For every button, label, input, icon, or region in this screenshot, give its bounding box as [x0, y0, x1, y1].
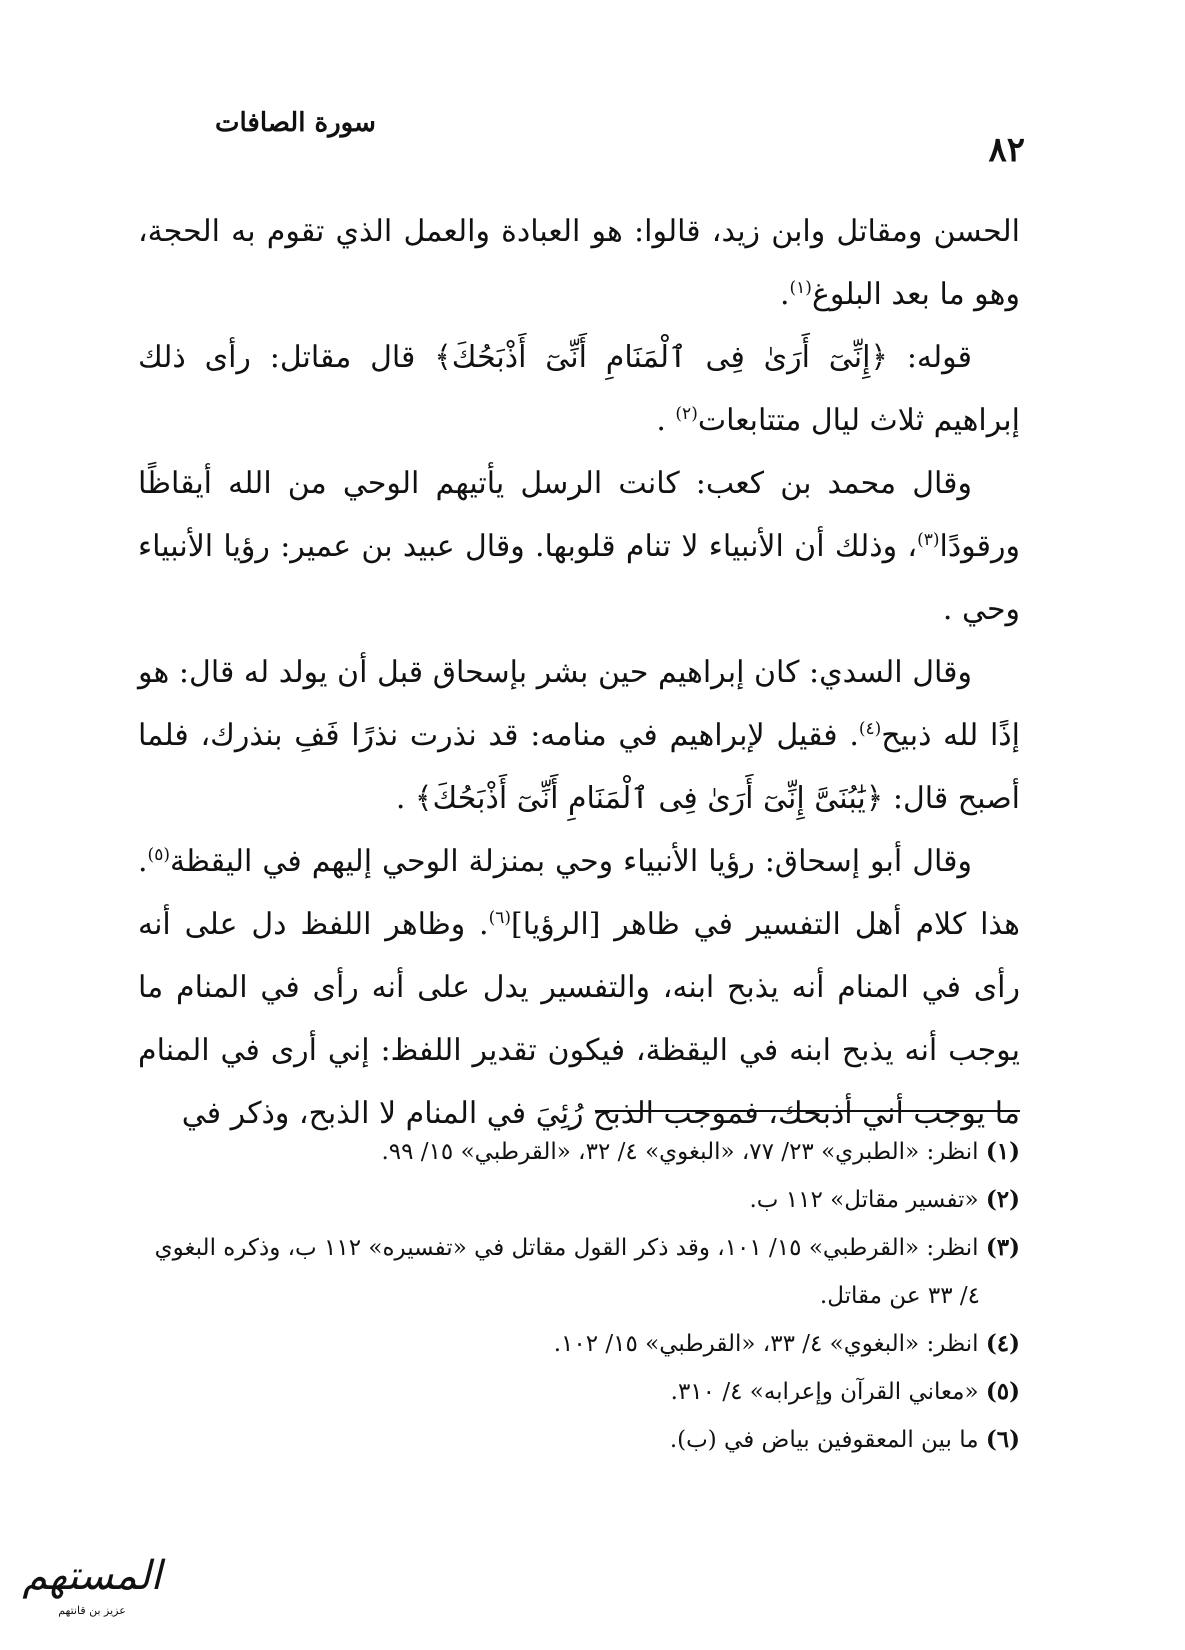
page-number: ٨٢ [988, 130, 1025, 170]
footnote-6 [138, 1416, 1020, 1464]
footnote-number: (٢) [985, 1186, 1020, 1213]
paragraph-text: قوله: [888, 340, 972, 375]
footnote-ref-3: (٣) [917, 530, 940, 550]
footnote-5 [138, 1368, 1020, 1416]
paragraph-1 [138, 200, 1020, 326]
paragraph-text: الحسن ومقاتل وابن زيد، قالوا: هو العبادة والعمل الذي تقوم به الحجة، وهو ما بعد البلوغ [138, 214, 1020, 312]
paragraph-text: قال مقاتل: رأى ذلك إبراهيم ثلاث ليال متتابعات [138, 340, 1020, 438]
footnote-number: (٦) [985, 1426, 1020, 1453]
paragraph-text: وقال السدي: كان إبراهيم حين بشر بإسحاق قبل أن يولد له قال: هو إذًا لله ذبيح [138, 655, 1020, 753]
footnote-3 [138, 1224, 1020, 1320]
watermark-main: المستهم [22, 1553, 162, 1599]
paragraph-5 [138, 830, 1020, 1145]
paragraph-end: . [656, 403, 676, 438]
footnote-text: ما بين المعقوفين بياض في (ب). [669, 1427, 979, 1453]
quran-verse: ﴿يَٰبُنَىَّ إِنِّىٓ أَرَىٰ فِى ٱلْمَنَامِ أَنِّىٓ أَذْبَحُكَ﴾ [414, 781, 884, 816]
footnote-divider [595, 1110, 1020, 1112]
footnote-text: «معاني القرآن وإعرابه» ٤/ ٣١٠. [670, 1379, 979, 1405]
footnote-text: انظر: «البغوي» ٤/ ٣٣، «القرطبي» ١٥/ ١٠٢. [553, 1331, 979, 1357]
paragraph-2 [138, 326, 1020, 452]
surah-title: سورة الصافات [215, 108, 376, 138]
footnote-number: (٤) [985, 1330, 1020, 1357]
paragraph-end: . [395, 781, 415, 816]
paragraph-text: . وظاهر اللفظ دل على أنه رأى في المنام أنه يذبح ابنه، والتفسير يدل على أنه رأى في المنام ما يوجب أنه يذبح ابنه في اليقظة، فيكون تقدير اللفظ: إني أرى في المنام ما يوجب أني أذبحك، فموجب الذبح رُئِيَ في المنام لا الذبح، وذكر في [138, 907, 1020, 1131]
footnotes [138, 1128, 1020, 1464]
footnote-number: (٥) [985, 1378, 1020, 1405]
paragraph-end: . [779, 277, 790, 312]
footnote-ref-2: (٢) [675, 404, 698, 424]
paragraph-text: وقال محمد بن كعب: كانت الرسل يأتيهم الوحي من الله أيقاظًا ورقودًا [138, 466, 1020, 564]
paragraph-3 [138, 452, 1020, 641]
footnote-ref-5: (٥) [147, 845, 170, 865]
footnote-text: انظر: «القرطبي» ١٥/ ١٠١، وقد ذكر القول مقاتل في «تفسيره» ١١٢ ب، وذكره البغوي ٤/ ٣٣ عن مقاتل. [154, 1235, 980, 1309]
footnote-text: «تفسير مقاتل» ١١٢ ب. [749, 1187, 979, 1213]
paragraph-text: ، وذلك أن الأنبياء لا تنام قلوبها. وقال عبيد بن عمير: رؤيا الأنبياء وحي . [138, 529, 1020, 627]
footnote-2 [138, 1176, 1020, 1224]
watermark-logo [22, 1548, 162, 1630]
paragraph-text: . فقيل لإبراهيم في منامه: قد نذرت نذرًا فَفِ بنذرك، فلما أصبح قال: [138, 718, 1020, 816]
footnote-ref-4: (٤) [858, 719, 882, 739]
page-header [200, 100, 1025, 170]
paragraph-text: وقال أبو إسحاق: رؤيا الأنبياء وحي بمنزلة الوحي إليهم في اليقظة [169, 844, 972, 879]
paragraph-4 [138, 641, 1020, 830]
footnote-ref-6: (٦) [488, 908, 512, 928]
paragraph-text: . هذا كلام أهل التفسير في ظاهر [الرؤيا] [138, 844, 1020, 942]
footnote-number: (١) [985, 1138, 1020, 1165]
quran-verse: ﴿إِنِّىٓ أَرَىٰ فِى ٱلْمَنَامِ أَنِّىٓ أَذْبَحُكَ﴾ [434, 340, 888, 375]
footnote-text: انظر: «الطبري» ٢٣/ ٧٧، «البغوي» ٤/ ٣٢، «القرطبي» ١٥/ ٩٩. [381, 1139, 979, 1165]
footnote-1 [138, 1128, 1020, 1176]
footnote-4 [138, 1320, 1020, 1368]
footnote-ref-1: (١) [789, 278, 812, 298]
watermark-sub: عزيز بن قانتهم [58, 1604, 126, 1617]
main-text [138, 200, 1020, 1145]
footnote-number: (٣) [985, 1234, 1020, 1261]
